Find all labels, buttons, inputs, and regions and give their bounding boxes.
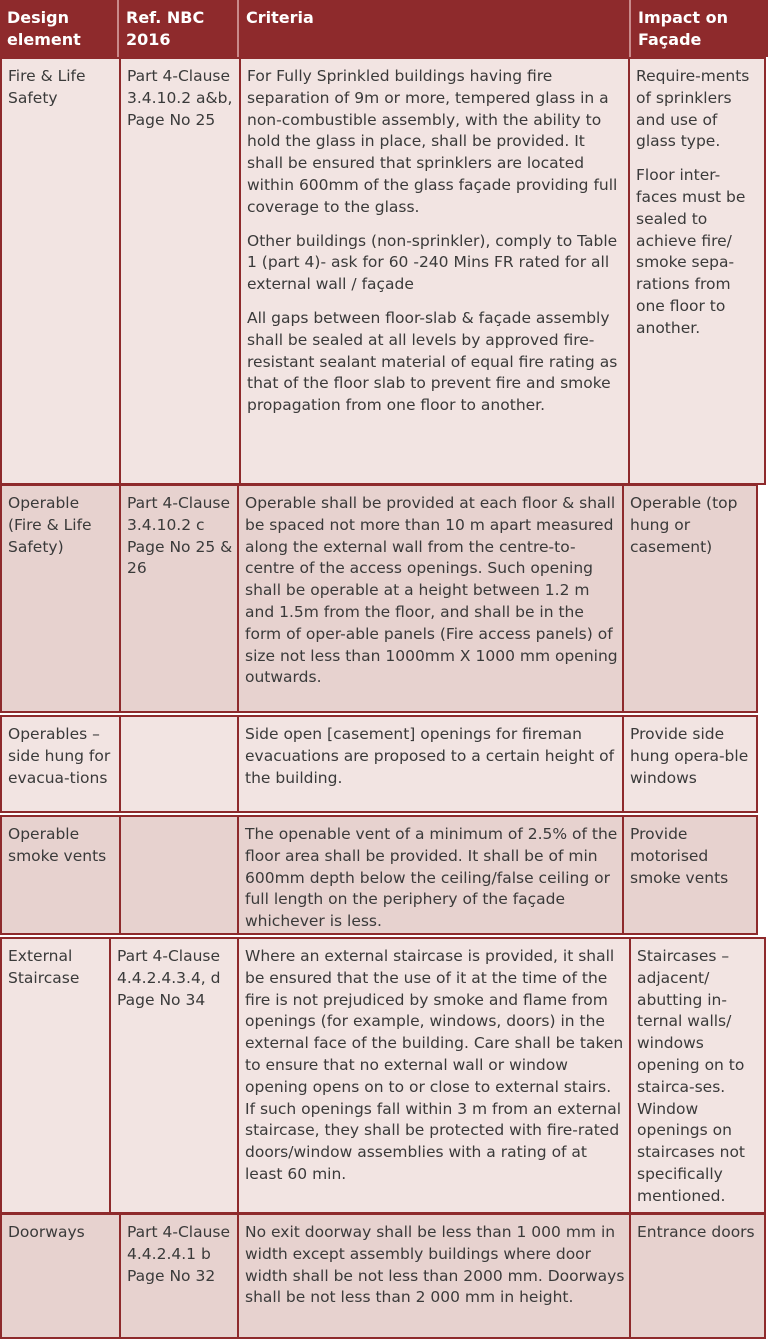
cell-impact-paragraph: Staircases – adjacent/ abutting in-ternal walls/ windows opening on to stairca-ses. Window openings on staircases not specifically mentioned. <box>637 947 746 1205</box>
cell-ref-nbc-text: Part 4-Clause 4.4.2.4.3.4, d Page No 34 <box>117 947 221 1009</box>
header-criteria: Criteria <box>237 0 629 57</box>
table-header <box>0 0 768 57</box>
cell-impact <box>622 817 756 933</box>
cell-ref-nbc-text: Part 4-Clause 4.4.2.4.1 b Page No 32 <box>127 1223 231 1285</box>
cell-criteria-paragraph: Where an external staircase is provided, it shall be ensured that the use of it at the time of the fire is not prejudiced by smoke and flame from openings (for example, windows, doors) in the external face of the building. Care shall be taken to ensure that no external wall or window opening opens on to or close to external stairs. If such openings fall within 3 m from an external staircase, they shall be protected with fire-rated doors/window assemblies with a rating of at least 60 min. <box>245 947 624 1183</box>
cell-criteria-paragraph: For Fully Sprinkled buildings having fire separation of 9m or more, tempered glass in a non-combustible assembly, with the ability to hold the glass in place, shall be provided. It shall be ensured that sprinklers are located within 600mm of the glass façade providing full coverage to the glass. <box>247 67 618 216</box>
cell-criteria-paragraph: Operable shall be provided at each floor & shall be spaced not more than 10 m apart measured along the external wall from the centre-to-centre of the access openings. Such opening shall be operable at a height between 1.2 m and 1.5m from the floor, and shall be in the form of oper-able panels (Fire access panels) of size not less than 1000mm X 1000 mm opening outwards. <box>245 494 618 687</box>
table-row <box>0 937 766 1214</box>
cell-impact-paragraph: Floor inter-faces must be sealed to achieve fire/ smoke sepa-rations from one floor to another. <box>636 166 746 337</box>
cell-criteria <box>239 59 628 483</box>
cell-ref-nbc <box>119 59 239 483</box>
cell-criteria <box>237 939 629 1212</box>
cell-criteria <box>237 486 622 711</box>
cell-impact-paragraph: Entrance doors <box>637 1223 755 1241</box>
table-row <box>0 484 758 713</box>
header-design-element: Design element <box>7 8 81 49</box>
cell-criteria <box>237 817 622 933</box>
cell-design-element-text: Operable (Fire & Life Safety) <box>8 494 92 556</box>
cell-impact <box>629 939 764 1212</box>
cell-criteria-paragraph: The openable vent of a minimum of 2.5% of the floor area shall be provided. It shall be of min 600mm depth below the ceiling/false ceiling or full length on the periphery of the façade whichever is less. <box>245 825 618 931</box>
cell-impact <box>622 717 756 811</box>
cell-impact-paragraph: Provide motorised smoke vents <box>630 825 729 887</box>
table-row <box>0 1213 766 1339</box>
table-row <box>0 815 758 935</box>
cell-design-element <box>2 717 119 811</box>
table-row <box>0 715 758 813</box>
cell-design-element-text: External Staircase <box>8 947 80 987</box>
cell-criteria-paragraph: No exit doorway shall be less than 1 000 mm in width except assembly buildings where door width shall be not less than 2000 mm. Doorways shall be not less than 2 000 mm in height. <box>245 1223 625 1307</box>
cell-impact <box>622 486 756 711</box>
cell-criteria-paragraph: Other buildings (non-sprinkler), comply to Table 1 (part 4)- ask for 60 -240 Mins FR rated for all external wall / façade <box>247 231 618 294</box>
cell-ref-nbc-text: Part 4-Clause 3.4.10.2 a&b, Page No 25 <box>127 67 233 129</box>
cell-ref-nbc <box>119 817 237 933</box>
cell-ref-nbc <box>119 717 237 811</box>
cell-ref-nbc <box>119 486 237 711</box>
header-ref-nbc: Ref. NBC 2016 <box>117 0 237 57</box>
cell-ref-nbc <box>119 1215 237 1337</box>
table-row <box>0 57 766 485</box>
cell-design-element-text: Operables – side hung for evacua-tions <box>8 725 111 787</box>
cell-design-element <box>2 939 109 1212</box>
cell-criteria <box>237 717 622 811</box>
cell-design-element <box>2 1215 119 1337</box>
cell-impact-paragraph: Require-ments of sprinklers and use of glass type. <box>636 67 750 151</box>
cell-design-element-text: Operable smoke vents <box>8 825 107 865</box>
cell-design-element <box>2 59 119 483</box>
cell-design-element-text: Fire & Life Safety <box>8 67 86 107</box>
cell-criteria <box>237 1215 629 1337</box>
header-impact-on-facade: Impact on Façade <box>629 0 766 57</box>
cell-criteria-paragraph: All gaps between floor-slab & façade assembly shall be sealed at all levels by approved fire-resistant sealant material of equal fire rating as that of the floor slab to prevent fire and smoke propagation from one floor to another. <box>247 308 618 415</box>
cell-criteria-paragraph: Side open [casement] openings for fireman evacuations are proposed to a certain height of the building. <box>245 725 615 787</box>
cell-impact <box>628 59 764 483</box>
cell-design-element <box>2 817 119 933</box>
cell-ref-nbc <box>109 939 237 1212</box>
cell-impact-paragraph: Provide side hung opera-ble windows <box>630 725 749 787</box>
cell-impact-paragraph: Operable (top hung or casement) <box>630 494 738 556</box>
cell-ref-nbc-text: Part 4-Clause 3.4.10.2 c Page No 25 & 26 <box>127 494 233 578</box>
cell-design-element-text: Doorways <box>8 1223 85 1241</box>
cell-impact <box>629 1215 764 1337</box>
cell-design-element <box>2 486 119 711</box>
